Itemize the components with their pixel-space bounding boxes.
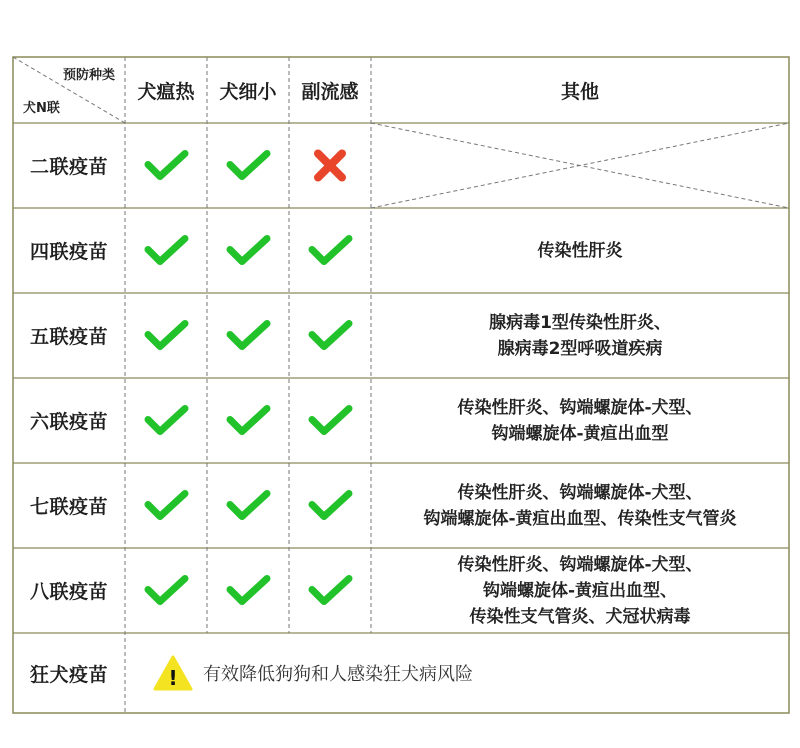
column-header-distemper: 犬瘟热 [137,80,195,103]
column-header-parvovirus: 犬细小 [219,80,277,103]
check-icon [312,494,349,517]
corner-header [13,57,125,123]
other-line: 腺病毒1型传染性肝炎、 [489,312,671,333]
check-icon [312,579,349,602]
row-label-rabies: 狂犬疫苗 [29,663,108,686]
other-line: 传染性肝炎 [537,240,623,261]
other-cell-4in1 [371,208,789,293]
check-icon [148,409,185,432]
check-icon [148,494,185,517]
check-icon [148,154,185,177]
other-cell-2in1 [371,123,789,208]
row-label-4in1: 四联疫苗 [29,241,108,263]
other-line: 腺病毒2型呼吸道疾病 [497,338,663,359]
other-line: 传染性肝炎、钩端螺旋体-犬型、 [457,397,703,418]
other-line: 钩端螺旋体-黄疸出血型、 [482,580,678,601]
row-label-2in1: 二联疫苗 [29,156,108,178]
check-icon [312,409,349,432]
row-label-8in1: 八联疫苗 [29,581,108,603]
vaccine-table [13,57,789,713]
rabies-note: 有效降低狗狗和人感染狂犬病风险 [203,664,473,685]
check-icon [148,324,185,347]
check-icon [230,409,267,432]
check-icon [148,239,185,262]
column-header-other: 其他 [560,80,599,103]
check-icon [312,324,349,347]
other-cell-7in1 [371,463,789,548]
other-line: 传染性肝炎、钩端螺旋体-犬型、 [457,482,703,503]
row-label-7in1: 七联疫苗 [29,496,108,518]
check-icon [230,324,267,347]
corner-category-label: 预防种类 [62,68,115,83]
row-label-6in1: 六联疫苗 [29,411,108,433]
column-header-parainfluenza: 副流感 [301,80,359,103]
check-icon [312,239,349,262]
other-cell-5in1 [371,293,789,378]
other-cell-8in1 [371,548,789,633]
cross-icon [318,154,342,178]
check-icon [148,579,185,602]
warning-glyph: ! [168,666,178,690]
rabies-note-cell [125,633,789,713]
row-label-5in1: 五联疫苗 [29,326,108,348]
other-cell-6in1 [371,378,789,463]
check-icon [230,494,267,517]
check-icon [230,154,267,177]
check-icon [230,239,267,262]
other-line: 传染性肝炎、钩端螺旋体-犬型、 [457,554,703,575]
other-line: 钩端螺旋体-黄疸出血型、传染性支气管炎 [423,508,737,529]
check-icon [230,579,267,602]
other-line: 钩端螺旋体-黄疸出血型 [491,423,669,444]
warning-icon [153,655,193,691]
other-line: 传染性支气管炎、犬冠状病毒 [469,606,691,627]
corner-vaccine-label: 犬N联 [23,101,60,116]
